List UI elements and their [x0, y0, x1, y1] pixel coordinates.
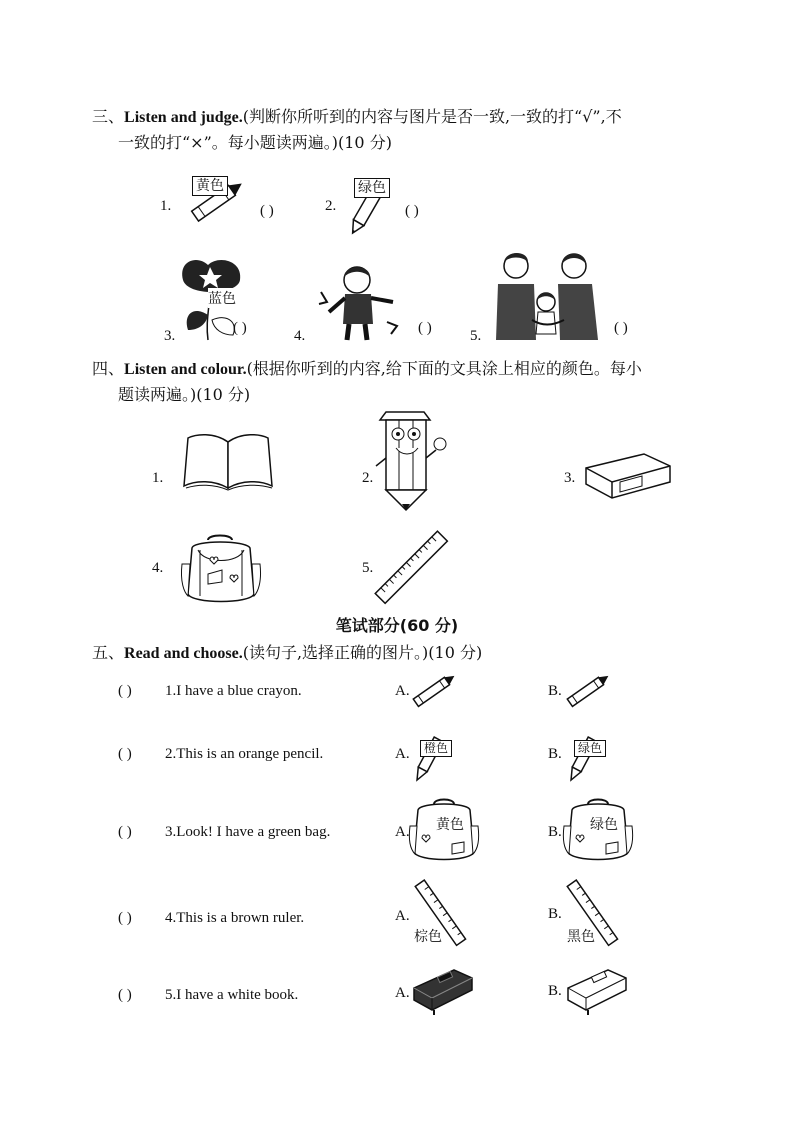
item-number: 1.	[152, 470, 164, 486]
item-number: 2.	[362, 470, 374, 486]
question-text: 2.This is an orange pencil.	[165, 746, 324, 762]
option-b-label: B.	[548, 983, 562, 999]
section-title-cn: (根据你听到的内容,给下面的文具涂上相应的颜色。每小	[246, 359, 642, 378]
answer-blank[interactable]: ( )	[118, 683, 132, 699]
option-b-white-book[interactable]	[564, 966, 630, 1020]
section-number: 四、	[92, 359, 125, 378]
option-a-label: A.	[395, 746, 410, 762]
answer-blank[interactable]: ( )	[260, 203, 274, 219]
ruler-picture	[376, 530, 448, 610]
answer-blank[interactable]: ( )	[418, 320, 432, 336]
section-title-cn: (读句子,选择正确的图片。)(10 分)	[242, 643, 483, 662]
section-title-cn: (判断你所听到的内容与图片是否一致,一致的打“√”,不	[242, 107, 622, 126]
item-number: 4.	[152, 560, 164, 576]
answer-blank[interactable]: ( )	[233, 320, 247, 336]
answer-blank[interactable]: ( )	[405, 203, 419, 219]
section-title-en: Listen and judge.	[124, 109, 243, 126]
family-picture	[494, 250, 606, 346]
section3-title-line2: 一致的打“×”。每小题读两遍。)(10 分)	[118, 133, 392, 152]
section3-title	[92, 104, 732, 131]
book-picture	[182, 430, 274, 496]
boy-turning-picture	[315, 262, 405, 346]
color-label: 蓝色	[208, 288, 236, 308]
question-text: 1.I have a blue crayon.	[165, 683, 302, 699]
pencil-character-picture	[374, 408, 454, 516]
section-number: 五、	[92, 643, 125, 662]
option-a-label: A.	[395, 683, 410, 699]
option-a-label: A.	[395, 908, 410, 924]
option-b-label: B.	[548, 683, 562, 699]
answer-blank[interactable]: ( )	[614, 320, 628, 336]
option-a-label: A.	[395, 985, 410, 1001]
option-b-crayon[interactable]	[564, 670, 614, 714]
color-label: 黄色	[192, 176, 228, 196]
item-number: 3.	[564, 470, 576, 486]
answer-blank[interactable]: ( )	[118, 824, 132, 840]
eraser-picture	[584, 448, 672, 506]
answer-blank[interactable]: ( )	[118, 987, 132, 1003]
item-number: 4.	[294, 328, 306, 344]
item-number: 2.	[325, 198, 337, 214]
option-b-label: B.	[548, 906, 562, 922]
question-text: 5.I have a white book.	[165, 987, 299, 1003]
answer-blank[interactable]: ( )	[118, 910, 132, 926]
option-a-crayon[interactable]	[410, 670, 460, 714]
question-text: 4.This is a brown ruler.	[165, 910, 305, 926]
section-number: 三、	[92, 107, 125, 126]
written-part-heading: 笔试部分(60 分)	[335, 616, 459, 635]
item-number: 1.	[160, 198, 172, 214]
answer-blank[interactable]: ( )	[118, 746, 132, 762]
color-label: 绿色	[590, 817, 618, 833]
color-label: 绿色	[354, 178, 390, 198]
option-b-label: B.	[548, 824, 562, 840]
backpack-picture	[180, 534, 262, 612]
option-a-black-book[interactable]	[410, 966, 476, 1020]
color-label: 棕色	[414, 929, 442, 945]
option-b-label: B.	[548, 746, 562, 762]
section-title-en: Listen and colour.	[124, 361, 247, 378]
section4-title	[92, 356, 732, 383]
section-title-en: Read and choose.	[124, 645, 243, 662]
color-label: 绿色	[574, 740, 606, 757]
item-number: 5.	[362, 560, 374, 576]
color-label: 橙色	[420, 740, 452, 757]
color-label: 黑色	[567, 929, 595, 945]
item-number: 3.	[164, 328, 176, 344]
color-label: 黄色	[436, 817, 464, 833]
option-a-label: A.	[395, 824, 410, 840]
section5-title	[92, 640, 482, 667]
item-number: 5.	[470, 328, 482, 344]
section4-title-line2: 题读两遍。)(10 分)	[118, 385, 251, 404]
question-text: 3.Look! I have a green bag.	[165, 824, 331, 840]
